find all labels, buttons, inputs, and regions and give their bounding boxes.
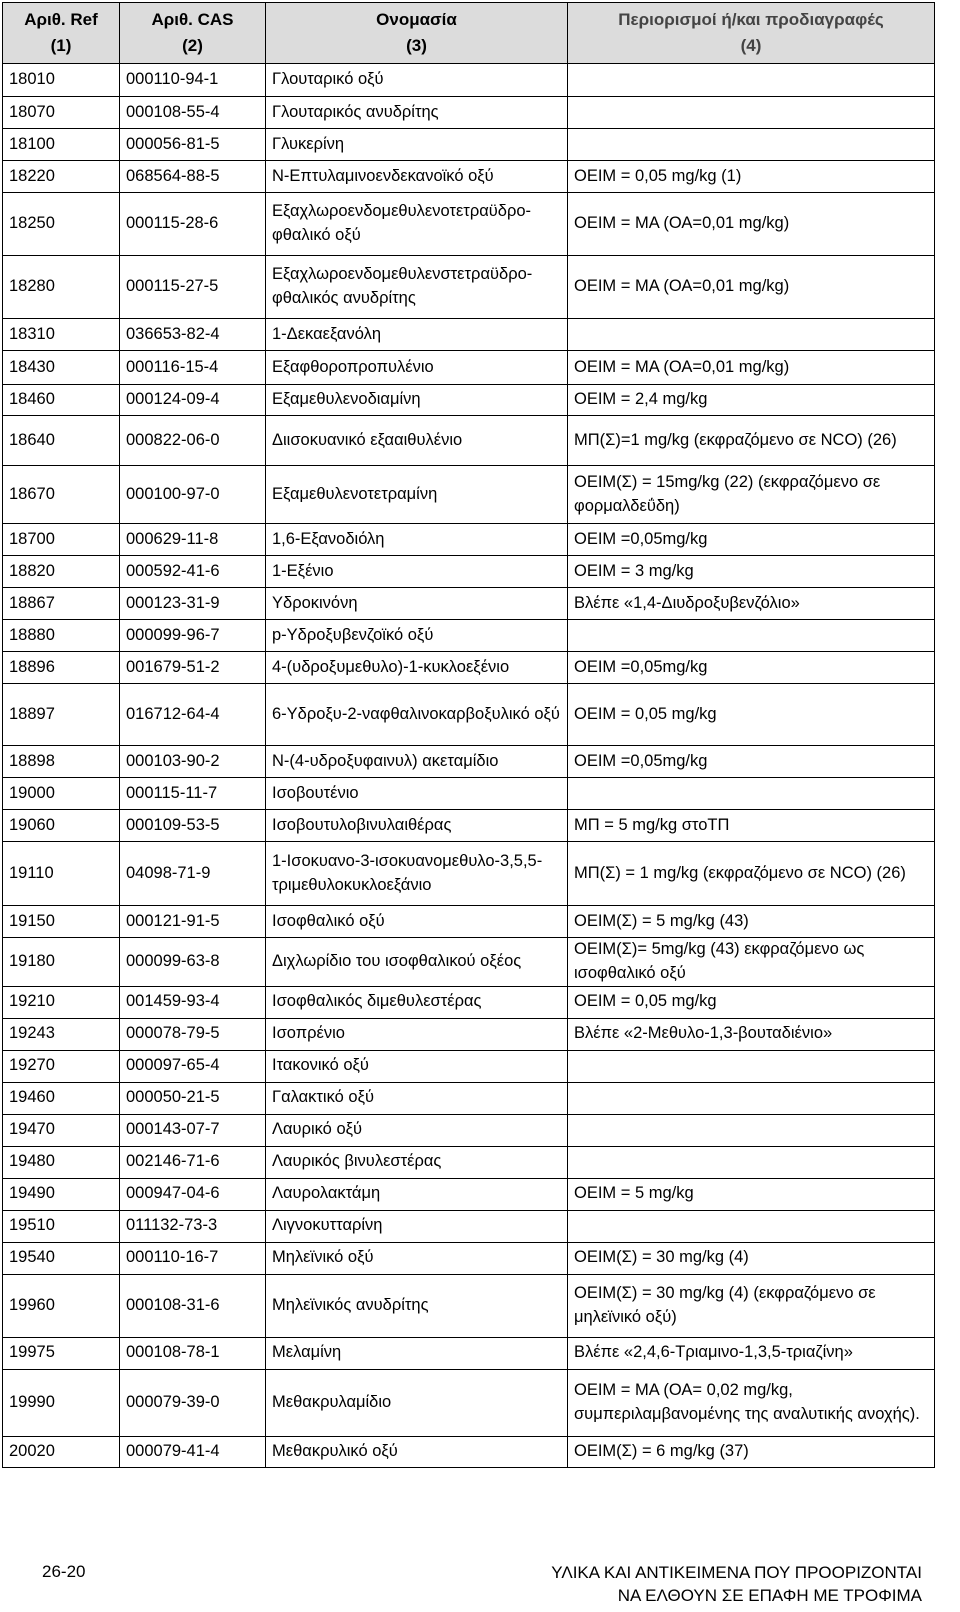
name-cell: Ιτακονικό οξύ: [266, 1050, 568, 1082]
spec-cell: [568, 778, 935, 810]
cas-cell: 000143-07-7: [120, 1114, 266, 1146]
spec-cell: ΟΕΙΜ(Σ)= 5mg/kg (43) εκφραζόμενο ως ισοφθαλικό οξύ: [568, 938, 935, 987]
cas-cell: 000822-06-0: [120, 416, 266, 466]
table-row: [3, 1210, 935, 1242]
cas-cell: 000099-96-7: [120, 620, 266, 652]
cas-cell: 000115-27-5: [120, 256, 266, 319]
spec-cell: ΟΕΙΜ = ΜΑ (ΟΑ= 0,02 mg/kg, συμπεριλαμβανομένης της αναλυτικής ανοχής).: [568, 1369, 935, 1436]
cas-cell: 000115-11-7: [120, 778, 266, 810]
cas-cell: 000108-78-1: [120, 1337, 266, 1369]
page-footer-title: [502, 1562, 922, 1608]
table-row: [3, 1242, 935, 1274]
table-row: [3, 1369, 935, 1436]
name-cell: 1-Δεκαεξανόλη: [266, 319, 568, 351]
cas-cell: 000116-15-4: [120, 351, 266, 385]
spec-cell: [568, 1210, 935, 1242]
cas-cell: 000115-28-6: [120, 193, 266, 256]
header-name-title: Ονομασία: [376, 9, 457, 29]
table-row: [3, 1274, 935, 1337]
spec-cell: ΟΕΙΜ = 3 mg/kg: [568, 556, 935, 588]
cas-cell: 000099-63-8: [120, 938, 266, 987]
spec-cell: ΟΕΙΜ = ΜΑ (ΟΑ=0,01 mg/kg): [568, 193, 935, 256]
table-header: [3, 3, 935, 64]
cas-cell: 000110-16-7: [120, 1242, 266, 1274]
table-row: [3, 256, 935, 319]
cas-cell: 000079-39-0: [120, 1369, 266, 1436]
ref-cell: 19975: [3, 1337, 120, 1369]
ref-cell: 19110: [3, 842, 120, 906]
spec-cell: ΟΕΙΜ(Σ) = 30 mg/kg (4) (εκφραζόμενο σε μηλεϊνικό οξύ): [568, 1274, 935, 1337]
header-ref-number: (1): [50, 36, 72, 55]
table-row: [3, 1050, 935, 1082]
name-cell: 1-Ισοκυανο-3-ισοκυανομεθυλο-3,5,5-τριμεθυλοκυκλοεξάνιο: [266, 842, 568, 906]
table-row: [3, 193, 935, 256]
ref-cell: 18897: [3, 684, 120, 746]
table-row: [3, 1436, 935, 1467]
spec-cell: Βλέπε «2-Μεθυλο-1,3-βουταδιένιο»: [568, 1018, 935, 1050]
cas-cell: 000056-81-5: [120, 129, 266, 161]
name-cell: Εξαμεθυλενοδιαμίνη: [266, 385, 568, 416]
header-cas-title: Αριθ. CAS: [151, 9, 234, 29]
name-cell: 4-(υδροξυμεθυλο)-1-κυκλοεξένιο: [266, 652, 568, 684]
name-cell: 1-Εξένιο: [266, 556, 568, 588]
spec-cell: ΟΕΙΜ = ΜΑ (ΟΑ=0,01 mg/kg): [568, 351, 935, 385]
name-cell: Ισοβουτυλοβινυλαιθέρας: [266, 810, 568, 842]
header-name-number: (3): [406, 36, 427, 55]
table-row: [3, 810, 935, 842]
name-cell: Γλουταρικό οξύ: [266, 64, 568, 97]
ref-cell: 19460: [3, 1082, 120, 1114]
name-cell: Εξαχλωροενδομεθυλενστετραϋδρο-φθαλικός ανυδρίτης: [266, 256, 568, 319]
ref-cell: 19150: [3, 906, 120, 938]
name-cell: Γαλακτικό οξύ: [266, 1082, 568, 1114]
name-cell: Λιγνοκυτταρίνη: [266, 1210, 568, 1242]
ref-cell: 19060: [3, 810, 120, 842]
ref-cell: 18898: [3, 746, 120, 778]
cas-cell: 000108-31-6: [120, 1274, 266, 1337]
name-cell: Εξαχλωροενδομεθυλενοτετραϋδρο-φθαλικό οξύ: [266, 193, 568, 256]
name-cell: Λαυρολακτάμη: [266, 1178, 568, 1210]
cas-cell: 000592-41-6: [120, 556, 266, 588]
ref-cell: 18220: [3, 161, 120, 193]
ref-cell: 18867: [3, 588, 120, 620]
table-row: [3, 466, 935, 524]
cas-cell: 001459-93-4: [120, 986, 266, 1018]
spec-cell: ΜΠ(Σ)=1 mg/kg (εκφραζόμενο σε NCO) (26): [568, 416, 935, 466]
table-row: [3, 351, 935, 385]
table-row: [3, 524, 935, 556]
spec-cell: ΟΕΙΜ(Σ) = 6 mg/kg (37): [568, 1436, 935, 1467]
name-cell: Εξαφθοροπροπυλένιο: [266, 351, 568, 385]
name-cell: Μεθακρυλαμίδιο: [266, 1369, 568, 1436]
name-cell: Ισοφθαλικό οξύ: [266, 906, 568, 938]
cas-cell: 068564-88-5: [120, 161, 266, 193]
cas-cell: 000079-41-4: [120, 1436, 266, 1467]
ref-cell: 18460: [3, 385, 120, 416]
header-spec: [568, 3, 935, 64]
header-spec-title: Περιορισμοί ή/και προδιαγραφές: [618, 9, 884, 29]
spec-cell: [568, 64, 935, 97]
spec-cell: ΟΕΙΜ = 0,05 mg/kg: [568, 986, 935, 1018]
ref-cell: 18670: [3, 466, 120, 524]
footer-title-line-1: ΥΛΙΚΑ ΚΑΙ ΑΝΤΙΚΕΙΜΕΝΑ ΠΟΥ ΠΡΟΟΡΙΖΟΝΤΑΙ: [551, 1563, 922, 1582]
table-row: [3, 588, 935, 620]
ref-cell: 18100: [3, 129, 120, 161]
ref-cell: 19990: [3, 1369, 120, 1436]
table-row: [3, 97, 935, 129]
header-ref: [3, 3, 120, 64]
table-row: [3, 746, 935, 778]
table-row: [3, 129, 935, 161]
name-cell: p-Υδροξυβενζοϊκό οξύ: [266, 620, 568, 652]
ref-cell: 18280: [3, 256, 120, 319]
ref-cell: 18010: [3, 64, 120, 97]
spec-cell: ΟΕΙΜ =0,05mg/kg: [568, 652, 935, 684]
table-row: [3, 1114, 935, 1146]
header-ref-title: Αριθ. Ref: [24, 9, 98, 29]
name-cell: Μελαμίνη: [266, 1337, 568, 1369]
spec-cell: ΟΕΙΜ =0,05mg/kg: [568, 746, 935, 778]
table-row: [3, 842, 935, 906]
ref-cell: 19540: [3, 1242, 120, 1274]
table-row: [3, 64, 935, 97]
ref-cell: 18880: [3, 620, 120, 652]
cas-cell: 036653-82-4: [120, 319, 266, 351]
table-row: [3, 684, 935, 746]
spec-cell: [568, 620, 935, 652]
name-cell: Γλυκερίνη: [266, 129, 568, 161]
cas-cell: 04098-71-9: [120, 842, 266, 906]
name-cell: Μηλεϊνικό οξύ: [266, 1242, 568, 1274]
name-cell: Εξαμεθυλενοτετραμίνη: [266, 466, 568, 524]
ref-cell: 18250: [3, 193, 120, 256]
cas-cell: 011132-73-3: [120, 1210, 266, 1242]
name-cell: Γλουταρικός ανυδρίτης: [266, 97, 568, 129]
ref-cell: 19960: [3, 1274, 120, 1337]
name-cell: N-Επτυλαμινοενδεκανοϊκό οξύ: [266, 161, 568, 193]
spec-cell: ΜΠ(Σ) = 1 mg/kg (εκφραζόμενο σε NCO) (26): [568, 842, 935, 906]
header-cas: [120, 3, 266, 64]
table-row: [3, 385, 935, 416]
table-row: [3, 1178, 935, 1210]
spec-cell: ΟΕΙΜ =0,05mg/kg: [568, 524, 935, 556]
table-row: [3, 1018, 935, 1050]
table-row: [3, 556, 935, 588]
name-cell: Λαυρικό οξύ: [266, 1114, 568, 1146]
cas-cell: 000103-90-2: [120, 746, 266, 778]
table-row: [3, 938, 935, 987]
spec-cell: ΟΕΙΜ = 2,4 mg/kg: [568, 385, 935, 416]
header-name: [266, 3, 568, 64]
cas-cell: 002146-71-6: [120, 1146, 266, 1178]
table-row: [3, 906, 935, 938]
table-row: [3, 620, 935, 652]
cas-cell: 000121-91-5: [120, 906, 266, 938]
spec-cell: ΟΕΙΜ(Σ) = 5 mg/kg (43): [568, 906, 935, 938]
spec-cell: [568, 1146, 935, 1178]
name-cell: 1,6-Εξανοδιόλη: [266, 524, 568, 556]
ref-cell: 19510: [3, 1210, 120, 1242]
name-cell: Ισοβουτένιο: [266, 778, 568, 810]
spec-cell: ΜΠ = 5 mg/kg στοΤΠ: [568, 810, 935, 842]
header-cas-number: (2): [182, 36, 203, 55]
spec-cell: [568, 97, 935, 129]
spec-cell: ΟΕΙΜ(Σ) = 30 mg/kg (4): [568, 1242, 935, 1274]
table-row: [3, 416, 935, 466]
ref-cell: 19270: [3, 1050, 120, 1082]
name-cell: Λαυρικός βινυλεστέρας: [266, 1146, 568, 1178]
ref-cell: 19490: [3, 1178, 120, 1210]
spec-cell: ΟΕΙΜ = 0,05 mg/kg: [568, 684, 935, 746]
cas-cell: 000123-31-9: [120, 588, 266, 620]
table-body: [3, 64, 935, 1468]
table-row: [3, 319, 935, 351]
table-row: [3, 1337, 935, 1369]
ref-cell: 18310: [3, 319, 120, 351]
ref-cell: 18430: [3, 351, 120, 385]
ref-cell: 19470: [3, 1114, 120, 1146]
ref-cell: 19000: [3, 778, 120, 810]
spec-cell: ΟΕΙΜ(Σ) = 15mg/kg (22) (εκφραζόμενο σε φορμαλδεΰδη): [568, 466, 935, 524]
cas-cell: 000629-11-8: [120, 524, 266, 556]
table-row: [3, 986, 935, 1018]
name-cell: Μηλεϊνικός ανυδρίτης: [266, 1274, 568, 1337]
cas-cell: 000124-09-4: [120, 385, 266, 416]
cas-cell: 000050-21-5: [120, 1082, 266, 1114]
page-number: 26-20: [42, 1562, 86, 1581]
header-spec-number: (4): [740, 36, 762, 55]
table-row: [3, 778, 935, 810]
spec-cell: [568, 1050, 935, 1082]
cas-cell: 000078-79-5: [120, 1018, 266, 1050]
ref-cell: 20020: [3, 1436, 120, 1467]
name-cell: Ισοπρένιο: [266, 1018, 568, 1050]
cas-cell: 000110-94-1: [120, 64, 266, 97]
spec-cell: Βλέπε «1,4-Διυδροξυβενζόλιο»: [568, 588, 935, 620]
ref-cell: 19480: [3, 1146, 120, 1178]
substance-table: [2, 2, 935, 1468]
spec-cell: ΟΕΙΜ = 5 mg/kg: [568, 1178, 935, 1210]
cas-cell: 000109-53-5: [120, 810, 266, 842]
ref-cell: 19210: [3, 986, 120, 1018]
name-cell: Διισοκυανικό εξααιθυλένιο: [266, 416, 568, 466]
name-cell: Ισοφθαλικός διμεθυλεστέρας: [266, 986, 568, 1018]
spec-cell: [568, 129, 935, 161]
ref-cell: 18700: [3, 524, 120, 556]
name-cell: 6-Υδροξυ-2-ναφθαλινοκαρβοξυλικό οξύ: [266, 684, 568, 746]
table-row: [3, 652, 935, 684]
ref-cell: 19243: [3, 1018, 120, 1050]
cas-cell: 000097-65-4: [120, 1050, 266, 1082]
ref-cell: 18820: [3, 556, 120, 588]
cas-cell: 000947-04-6: [120, 1178, 266, 1210]
spec-cell: [568, 1082, 935, 1114]
footer-title-line-2: ΝΑ ΕΛΘΟΥΝ ΣΕ ΕΠΑΦΗ ΜΕ ΤΡΟΦΙΜΑ: [617, 1585, 922, 1605]
spec-cell: ΟΕΙΜ = ΜΑ (ΟΑ=0,01 mg/kg): [568, 256, 935, 319]
spec-cell: [568, 319, 935, 351]
spec-cell: ΟΕΙΜ = 0,05 mg/kg (1): [568, 161, 935, 193]
spec-cell: Βλέπε «2,4,6-Τριαμινο-1,3,5-τριαζίνη»: [568, 1337, 935, 1369]
ref-cell: 18896: [3, 652, 120, 684]
name-cell: Υδροκινόνη: [266, 588, 568, 620]
cas-cell: 001679-51-2: [120, 652, 266, 684]
cas-cell: 000100-97-0: [120, 466, 266, 524]
table-row: [3, 1082, 935, 1114]
table-row: [3, 1146, 935, 1178]
name-cell: Διχλωρίδιο του ισοφθαλικού οξέος: [266, 938, 568, 987]
spec-cell: [568, 1114, 935, 1146]
name-cell: Μεθακρυλικό οξύ: [266, 1436, 568, 1467]
ref-cell: 18640: [3, 416, 120, 466]
name-cell: N-(4-υδροξυφαινυλ) ακεταμίδιο: [266, 746, 568, 778]
cas-cell: 016712-64-4: [120, 684, 266, 746]
table-row: [3, 161, 935, 193]
ref-cell: 18070: [3, 97, 120, 129]
cas-cell: 000108-55-4: [120, 97, 266, 129]
ref-cell: 19180: [3, 938, 120, 987]
